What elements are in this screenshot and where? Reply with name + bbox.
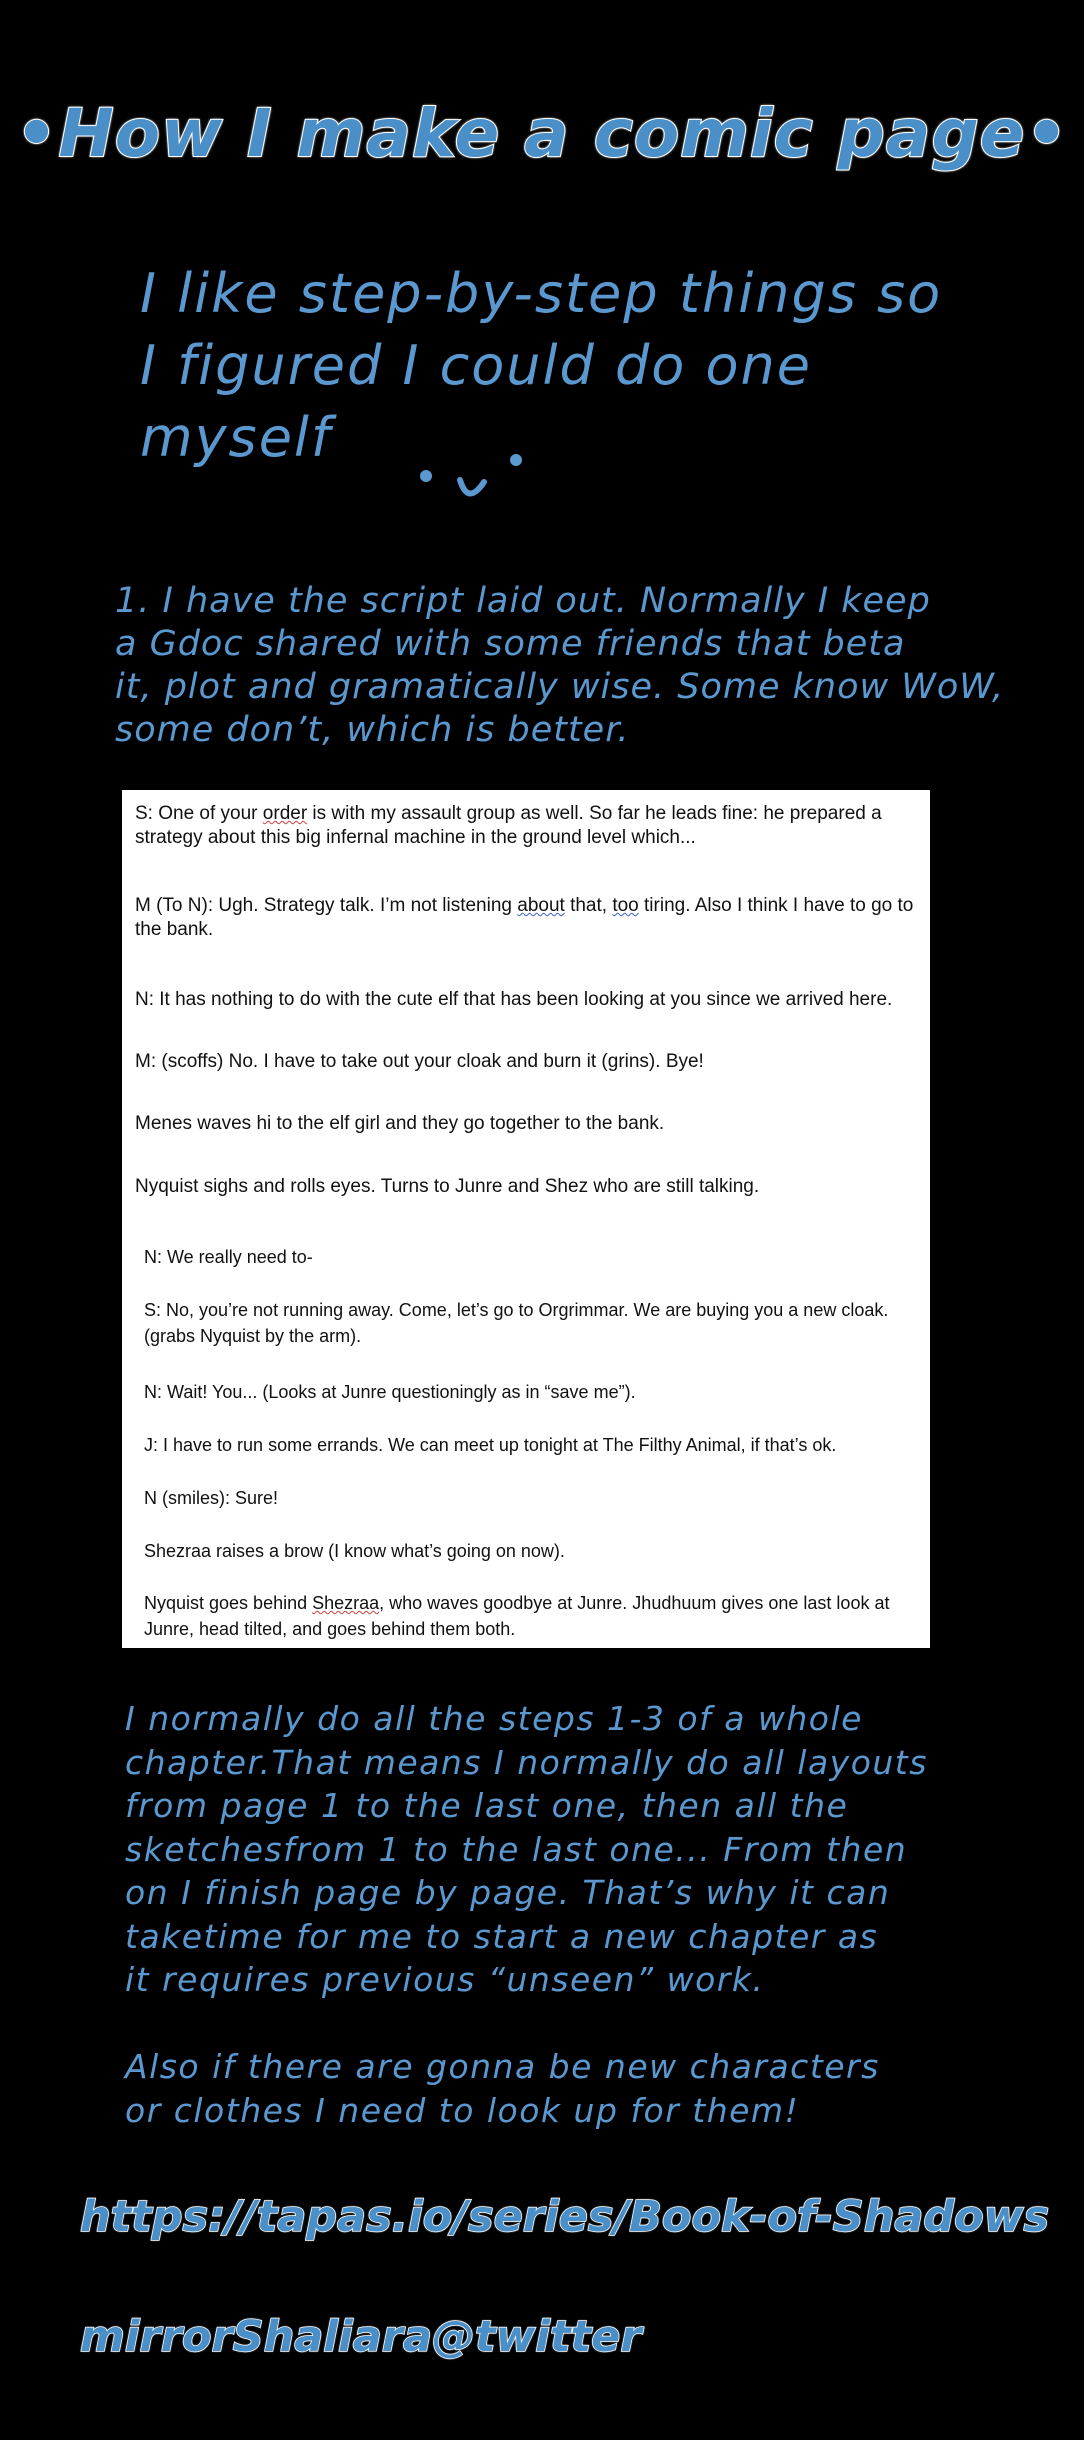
script-paragraph: N: Wait! You... (Looks at Junre questioningly as in “save me”). [144,1382,636,1402]
notes-line: from page 1 to the last one, then all the [125,1786,849,1825]
intro-line: myself [140,406,332,469]
script-text: Shezraa [312,1593,380,1613]
script-text: too [612,895,639,916]
script-text: is with my assault group as well. So far he leads fine: he prepared a strategy about this big infernal machine in the ground level which... [135,803,882,848]
notes-line: taketime for me to start a new chapter as [125,1916,879,1956]
notes-line: I normally do all the steps 1-3 of a whole [125,1699,863,1738]
step-line: 1. I have the script laid out. Normally I keep [115,581,931,621]
workflow-notes [125,1697,1025,2132]
twitter-handle[interactable]: mirrorShaliara@twitter [80,2312,642,2362]
script-paragraph: N: It has nothing to do with the cute elf that has been looking at you since we arrived here. [135,989,893,1010]
step-line: a Gdoc shared with some friends that beta [115,624,906,664]
smiley-face-icon [412,440,532,510]
notes-line: chapter.That means I normally do all layouts [125,1742,928,1782]
script-paragraph [144,1590,904,1642]
script-text: M (To N): Ugh. Strategy talk. I’m not listening [135,895,518,916]
script-paragraph: N: We really need to- [144,1247,313,1267]
script-text: , who waves goodbye at Junre. Jhudhuum gives one last look at Junre, head tilted, and goes behind them both. [144,1593,890,1639]
script-text: tiring. Also I think I have to go to the bank. [135,895,914,940]
series-link[interactable]: https://tapas.io/series/Book-of-Shadows [80,2192,1050,2242]
notes-line [125,2002,1025,2046]
notes-line: or clothes I need to look up for them! [125,2090,800,2130]
script-text: S: One of your [135,803,263,824]
script-paragraph: M: (scoffs) No. I have to take out your cloak and burn it (grins). Bye! [135,1051,704,1072]
notes-line: it requires previous “unseen” work. [125,1960,765,1999]
intro-line: I like step-by-step things so [140,262,943,325]
script-paragraph [135,894,915,942]
intro-line: I figured I could do one [140,334,812,397]
step-line: it, plot and gramatically wise. Some know WoW, [115,667,1005,707]
script-paragraph: Shezraa raises a brow (I know what’s going on now). [144,1541,565,1561]
notes-line: on I finish page by page. That’s why it can [125,1873,891,1912]
intro-text [140,258,1020,474]
notes-line: Also if there are gonna be new characters [125,2047,880,2086]
step-one-text [115,580,1005,752]
script-paragraph: J: I have to run some errands. We can meet up tonight at The Filthy Animal, if that’s ok. [144,1435,837,1455]
page-title: •How I make a comic page• [15,95,1069,172]
script-document-screenshot [122,790,930,1648]
notes-line: sketchesfrom 1 to the last one... From then [125,1829,908,1869]
script-text: that, [564,895,613,916]
step-line: some don’t, which is better. [115,710,630,750]
script-paragraph: Menes waves hi to the elf girl and they go together to the bank. [135,1113,665,1134]
script-paragraph [135,802,915,850]
script-text: about [517,895,565,916]
script-paragraph: Nyquist sighs and rolls eyes. Turns to Junre and Shez who are still talking. [135,1176,760,1197]
script-paragraph: S: No, you’re not running away. Come, let’s go to Orgrimmar. We are buying you a new cloak. (grabs Nyquist by the arm). [144,1300,889,1346]
script-text: order [262,803,308,824]
script-text: Nyquist goes behind [144,1593,313,1613]
script-paragraph: N (smiles): Sure! [144,1488,279,1508]
